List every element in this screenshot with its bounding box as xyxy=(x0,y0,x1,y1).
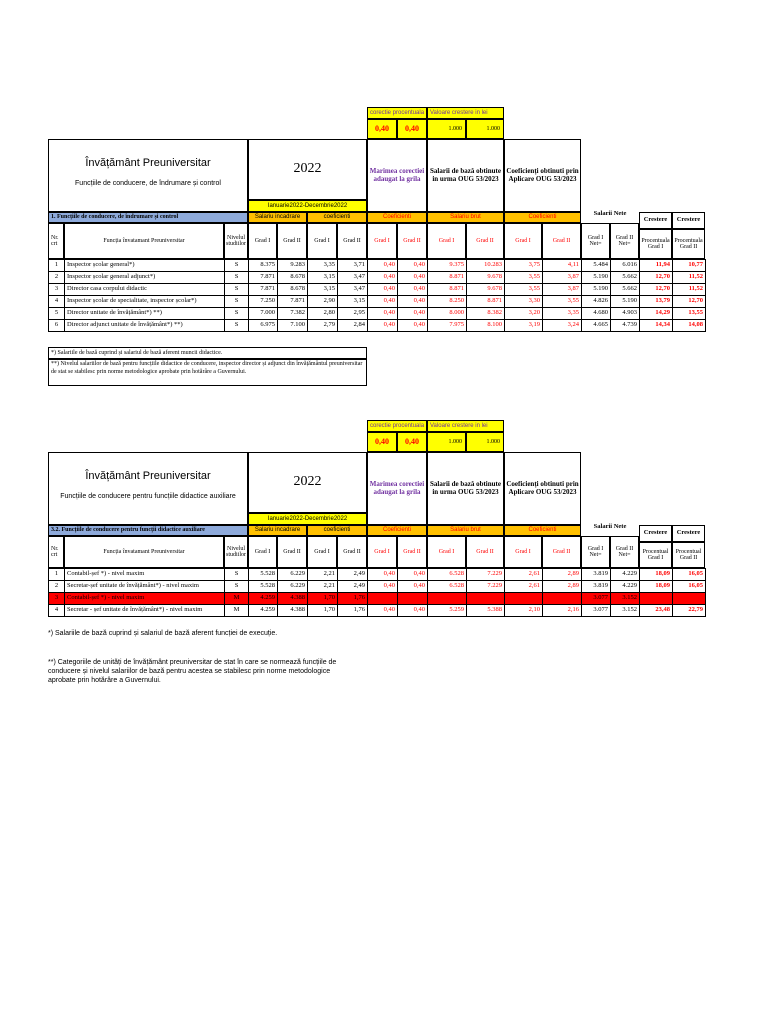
table-cell: 22,79 xyxy=(673,605,706,617)
table-cell: 3,15 xyxy=(308,284,338,296)
table-cell: 3.819 xyxy=(582,581,611,593)
table-cell: Contabil-șef *) - nivel maxim xyxy=(65,569,225,581)
table-cell: 6.975 xyxy=(249,320,278,332)
table-cell: 3,24 xyxy=(543,320,582,332)
table-cell: 7.975 xyxy=(428,320,467,332)
net-grad-ii-header: Grad II Net= xyxy=(610,536,639,568)
salariu-incadrare-header: Salariu incadrare xyxy=(248,525,307,536)
table-subtitle: Funcțiile de conducere, de îndrumare și control xyxy=(75,180,221,187)
table-cell: 14,08 xyxy=(673,320,706,332)
valoare-value-2: 1.000 xyxy=(466,119,504,139)
table-cell: 4,11 xyxy=(543,260,582,272)
table-cell: 18,09 xyxy=(640,581,673,593)
corectie-label: corectie procentuala xyxy=(367,107,427,119)
table-cell: 7.229 xyxy=(467,581,505,593)
table-cell: 2,95 xyxy=(338,308,368,320)
coeficienti-red-header: Coeficienti xyxy=(367,525,427,536)
table-cell: 4.388 xyxy=(278,605,308,617)
table-cell: 0,40 xyxy=(368,581,398,593)
nivelul-header: Nivelul studiilor xyxy=(224,223,248,259)
grad-ii-header: Grad II xyxy=(542,536,581,568)
coeficienti-header: coeficienti xyxy=(307,212,367,223)
table-cell: 5.388 xyxy=(467,605,505,617)
grad-i-header: Grad I xyxy=(427,536,466,568)
table-cell: 23,48 xyxy=(640,593,673,605)
net-grad-i-header: Grad I Net= xyxy=(581,536,610,568)
table-cell: 0,40 xyxy=(368,284,398,296)
table-cell: 6.016 xyxy=(611,260,640,272)
table-cell: 8.871 xyxy=(428,272,467,284)
table-cell: 3.819 xyxy=(582,569,611,581)
table-cell: 2,10 xyxy=(505,593,543,605)
salariu-incadrare-header: Salariu incadrare xyxy=(248,212,307,223)
table-cell: 7.100 xyxy=(278,320,308,332)
salarii-nete-header: Salarii Nete xyxy=(593,522,627,530)
functia-header: Funcția învatamant Preuniversitar xyxy=(64,223,224,259)
grad-ii-header: Grad II xyxy=(397,223,427,259)
table-cell: 13,79 xyxy=(640,296,673,308)
table-cell: 4 xyxy=(49,605,65,617)
table-cell: S xyxy=(225,272,249,284)
table-cell: 14,29 xyxy=(640,308,673,320)
grad-i-header: Grad I xyxy=(367,223,397,259)
table-cell: 3.152 xyxy=(611,605,640,617)
table-cell: 3,30 xyxy=(505,296,543,308)
table-cell: 2 xyxy=(49,581,65,593)
table-cell: 2,89 xyxy=(543,581,582,593)
table-cell: 2,16 xyxy=(543,605,582,617)
table-cell: 5.259 xyxy=(428,593,467,605)
table-cell: S xyxy=(225,308,249,320)
grad-i-header: Grad I xyxy=(427,223,466,259)
table-cell: S xyxy=(225,296,249,308)
table-cell: 3,35 xyxy=(543,308,582,320)
table-cell: 7.382 xyxy=(278,308,308,320)
table-cell: 0,40 xyxy=(398,272,428,284)
table-cell: 0,40 xyxy=(398,593,428,605)
table-cell: 7.000 xyxy=(249,308,278,320)
table-cell: 2,49 xyxy=(338,581,368,593)
table-cell: 2,90 xyxy=(308,296,338,308)
corectie-value-2: 0,40 xyxy=(397,432,427,452)
table-cell: 3,35 xyxy=(308,260,338,272)
table-cell: 3,47 xyxy=(338,284,368,296)
table-cell: 8.678 xyxy=(278,272,308,284)
section-title: 1. Funcțiile de conducere, de îndrumare și control xyxy=(48,212,248,223)
year-label: 2022 xyxy=(248,452,367,513)
table-cell: 3,55 xyxy=(505,272,543,284)
table-cell: 2,21 xyxy=(308,569,338,581)
salariu-brut-header: Salariu brut xyxy=(427,212,504,223)
table-title: Învățământ Preuniversitar xyxy=(85,157,211,169)
table-cell: 1 xyxy=(49,569,65,581)
table-cell: 0,40 xyxy=(368,569,398,581)
table-cell: 2,10 xyxy=(505,605,543,617)
table-cell: 16,05 xyxy=(673,569,706,581)
note-2: **) Categoriile de unități de învățământ preuniversitar de stat în care se normează funcțiile de conducere și nivelul salariilor de bază pentru acestea se stabilesc prin norme metodologice aprobate prin hotărâre a Guvernului. xyxy=(48,659,337,684)
table-cell: 8.250 xyxy=(428,296,467,308)
table-cell: 5.528 xyxy=(249,569,278,581)
table-cell: 4.259 xyxy=(249,605,278,617)
table-cell: Inspector școlar general*) xyxy=(65,260,225,272)
table-cell: 5.528 xyxy=(249,581,278,593)
pct-grad-i-header: Procentuala Grad I xyxy=(639,229,672,259)
table-cell: 6.229 xyxy=(278,569,308,581)
table-row xyxy=(49,308,706,320)
table-cell: 3.152 xyxy=(611,593,640,605)
table-cell: S xyxy=(225,569,249,581)
grad-i-header: Grad I xyxy=(307,223,337,259)
table-cell: 12,70 xyxy=(640,284,673,296)
table-cell: 12,70 xyxy=(640,272,673,284)
table-cell: 3 xyxy=(49,593,65,605)
table-cell: 7.250 xyxy=(249,296,278,308)
table-cell: Inspector școlar general adjunct*) xyxy=(65,272,225,284)
table-cell: 4.229 xyxy=(611,569,640,581)
corectie-value-1: 0,40 xyxy=(367,119,397,139)
table-cell: 11,94 xyxy=(640,260,673,272)
table-cell: 8.678 xyxy=(278,284,308,296)
table-cell: 0,40 xyxy=(398,260,428,272)
coeficienti-brut-header: Coeficienti xyxy=(504,212,581,223)
table-cell: 0,40 xyxy=(398,569,428,581)
table-cell: S xyxy=(225,260,249,272)
table-cell: 8.382 xyxy=(467,308,505,320)
table-cell: 8.871 xyxy=(428,284,467,296)
table-cell: 7.871 xyxy=(278,296,308,308)
table-cell: 2,89 xyxy=(543,569,582,581)
table-cell: 3,55 xyxy=(543,296,582,308)
table-row xyxy=(49,569,706,581)
grad-ii-header: Grad II xyxy=(397,536,427,568)
table-cell: S xyxy=(225,284,249,296)
table-cell: 0,40 xyxy=(368,320,398,332)
valoare-label: Valoare crestere in lei xyxy=(427,420,504,432)
table-cell: 10.283 xyxy=(467,260,505,272)
table-cell: 4.680 xyxy=(582,308,611,320)
table-cell: 8.375 xyxy=(249,260,278,272)
table-cell: 0,40 xyxy=(398,308,428,320)
note-1: *) Salariile de bază cuprind și salariul de bază aferent muncii didactice. xyxy=(48,347,367,359)
table-cell: 0,40 xyxy=(368,605,398,617)
table-cell: 5.662 xyxy=(611,272,640,284)
table-cell: 0,40 xyxy=(368,308,398,320)
table-cell: 9.678 xyxy=(467,284,505,296)
table-cell: 10,77 xyxy=(673,260,706,272)
table-cell: 3,47 xyxy=(338,272,368,284)
table-cell: 22,79 xyxy=(673,593,706,605)
table-cell: 3,55 xyxy=(505,284,543,296)
table-cell: 3.077 xyxy=(582,605,611,617)
table-cell: 8.100 xyxy=(467,320,505,332)
table-cell: 4.259 xyxy=(249,593,278,605)
grad-ii-header: Grad II xyxy=(466,536,504,568)
table-cell: 0,40 xyxy=(398,296,428,308)
table-cell: 9.678 xyxy=(467,272,505,284)
nivelul-header: Nivelul studiilor xyxy=(224,536,248,568)
table-cell: 8.871 xyxy=(467,296,505,308)
table-row xyxy=(49,581,706,593)
table-row xyxy=(49,272,706,284)
net-grad-i-header: Grad I Net= xyxy=(581,223,610,259)
marimea-corectiei-header: Marimea corectiei adaugat la grila xyxy=(367,452,427,525)
grad-i-header: Grad I xyxy=(504,536,542,568)
table-cell: 3.077 xyxy=(582,593,611,605)
data-table-2 xyxy=(48,568,706,617)
table-row xyxy=(49,260,706,272)
table-subtitle: Funcțiile de conducere pentru funcțiile didactice auxiliare xyxy=(60,493,236,500)
salarii-baza-header: Salarii de bază obtinute in urma OUG 53/2023 xyxy=(427,139,504,212)
table-cell: 2,84 xyxy=(338,320,368,332)
valoare-label: Valoare crestere in lei xyxy=(427,107,504,119)
table-cell: 5.259 xyxy=(428,605,467,617)
table-cell: 2,49 xyxy=(338,569,368,581)
table-cell: 2,80 xyxy=(308,308,338,320)
table-cell: 13,55 xyxy=(673,308,706,320)
table-cell: 5.190 xyxy=(611,296,640,308)
coeficienti-obtinuti-header: Coeficienți obtinuti prin Aplicare OUG 53/2023 xyxy=(504,452,581,525)
table-cell: Inspector școlar de specialitate, inspector școlar*) xyxy=(65,296,225,308)
note-2: **) Nivelul salariilor de bază pentru funcțiile didactice de conducere, inspector director și adjunct din învățământul preuniversitar de stat se stabilesc prin norme metodologice aprobate prin hotărâre a Guvernului. xyxy=(48,359,367,386)
crestere-header-1: Crestere xyxy=(639,525,672,542)
table-cell: 1,76 xyxy=(338,593,368,605)
period-label: Ianuarie2022-Decembrie2022 xyxy=(248,200,367,212)
table-cell: Secretar-șef unitate de învățământ*) - nivel maxim xyxy=(65,581,225,593)
valoare-value-1: 1.000 xyxy=(427,119,466,139)
grad-ii-header: Grad II xyxy=(542,223,581,259)
table-cell: 3,20 xyxy=(505,308,543,320)
table-cell: 18,09 xyxy=(640,569,673,581)
table-cell: 0,40 xyxy=(368,593,398,605)
crestere-header-1: Crestere xyxy=(639,212,672,229)
nr-crt-header: Nr. crt xyxy=(48,223,64,259)
table-cell: 4.739 xyxy=(611,320,640,332)
table-cell: 4.903 xyxy=(611,308,640,320)
table-cell: 11,52 xyxy=(673,284,706,296)
table-cell: 3,71 xyxy=(338,260,368,272)
table-cell: 3,15 xyxy=(338,296,368,308)
table-cell: 5 xyxy=(49,308,65,320)
table-cell: 3,87 xyxy=(543,284,582,296)
table-cell: 2 xyxy=(49,272,65,284)
grad-ii-header: Grad II xyxy=(466,223,504,259)
table-cell: 1,70 xyxy=(308,593,338,605)
table-cell: Contabil-șef *) - nivel maxim xyxy=(65,593,225,605)
table-cell: 11,52 xyxy=(673,272,706,284)
table-cell: 4.388 xyxy=(278,593,308,605)
table-cell: 23,48 xyxy=(640,605,673,617)
salariu-brut-header: Salariu brut xyxy=(427,525,504,536)
table-cell: 1,76 xyxy=(338,605,368,617)
corectie-value-2: 0,40 xyxy=(397,119,427,139)
net-grad-ii-header: Grad II Net= xyxy=(610,223,639,259)
table-cell: 2,21 xyxy=(308,581,338,593)
table-cell: 9.375 xyxy=(428,260,467,272)
nr-crt-header: Nr. crt xyxy=(48,536,64,568)
table-cell: 5.484 xyxy=(582,260,611,272)
valoare-value-1: 1.000 xyxy=(427,432,466,452)
grad-i-header: Grad I xyxy=(367,536,397,568)
table-cell: 0,40 xyxy=(368,260,398,272)
table-cell: 0,40 xyxy=(398,284,428,296)
table-cell: 0,40 xyxy=(398,605,428,617)
table-cell: 4.826 xyxy=(582,296,611,308)
table-cell: 2,61 xyxy=(505,569,543,581)
table-cell: 16,05 xyxy=(673,581,706,593)
table-cell: 6.528 xyxy=(428,569,467,581)
table-cell: 5.388 xyxy=(467,593,505,605)
table-cell: 2,16 xyxy=(543,593,582,605)
valoare-value-2: 1.000 xyxy=(466,432,504,452)
grad-i-header: Grad I xyxy=(248,536,277,568)
table-cell: 0,40 xyxy=(368,296,398,308)
table-cell: M xyxy=(225,593,249,605)
table-cell: 9.283 xyxy=(278,260,308,272)
table-cell: 6 xyxy=(49,320,65,332)
corectie-value-1: 0,40 xyxy=(367,432,397,452)
table-cell: 3 xyxy=(49,284,65,296)
table-cell: 4 xyxy=(49,296,65,308)
table-row xyxy=(49,284,706,296)
table-cell: 0,40 xyxy=(398,320,428,332)
table-cell: M xyxy=(225,605,249,617)
table-cell: Director unitate de învățământ*) **) xyxy=(65,308,225,320)
title-box xyxy=(48,139,248,212)
table-cell: 14,34 xyxy=(640,320,673,332)
table-cell: Director casa corpului didactic xyxy=(65,284,225,296)
table-cell: 6.528 xyxy=(428,581,467,593)
coeficienti-header: coeficienti xyxy=(307,525,367,536)
marimea-corectiei-header: Marimea corectiei adaugat la grila xyxy=(367,139,427,212)
grad-i-header: Grad I xyxy=(307,536,337,568)
table-cell: 5.662 xyxy=(611,284,640,296)
period-label: Ianuarie2022-Decembrie2022 xyxy=(248,513,367,525)
coeficienti-brut-header: Coeficienti xyxy=(504,525,581,536)
grad-ii-header: Grad II xyxy=(337,536,367,568)
grad-i-header: Grad I xyxy=(504,223,542,259)
table-cell: 8.000 xyxy=(428,308,467,320)
table-cell: 6.229 xyxy=(278,581,308,593)
grad-ii-header: Grad II xyxy=(277,223,307,259)
table-row xyxy=(49,320,706,332)
table-cell: 0,40 xyxy=(368,272,398,284)
table-cell: 7.871 xyxy=(249,272,278,284)
table-cell: S xyxy=(225,320,249,332)
functia-header: Funcția învatamant Preuniversitar xyxy=(64,536,224,568)
table-cell: Secretar - șef unitate de învățământ*) - nivel maxim xyxy=(65,605,225,617)
year-label: 2022 xyxy=(248,139,367,200)
section-title: 3.2. Funcțiile de conducere pentru funcții didactice auxiliare xyxy=(48,525,248,536)
coeficienti-red-header: Coeficienti xyxy=(367,212,427,223)
crestere-header-2: Crestere xyxy=(672,212,705,229)
corectie-label: corectie procentuala xyxy=(367,420,427,432)
title-box xyxy=(48,452,248,525)
table-cell: 2,61 xyxy=(505,581,543,593)
table-cell: 1 xyxy=(49,260,65,272)
table-row xyxy=(49,605,706,617)
table-cell: 0,40 xyxy=(398,581,428,593)
salarii-baza-header: Salarii de bază obtinute in urma OUG 53/2023 xyxy=(427,452,504,525)
data-table-1 xyxy=(48,259,706,332)
table-cell: S xyxy=(225,581,249,593)
table-cell: 3,87 xyxy=(543,272,582,284)
coeficienti-obtinuti-header: Coeficienți obtinuti prin Aplicare OUG 53/2023 xyxy=(504,139,581,212)
table-cell: 3,75 xyxy=(505,260,543,272)
table-cell: Director adjunct unitate de învățământ*) **) xyxy=(65,320,225,332)
table-cell: 5.190 xyxy=(582,272,611,284)
table-title: Învățământ Preuniversitar xyxy=(85,470,211,482)
note-1: *) Salariile de bază cuprind și salariul de bază aferent funcției de execuție. xyxy=(48,630,278,637)
table-cell: 4.229 xyxy=(611,581,640,593)
table-cell: 5.190 xyxy=(582,284,611,296)
table-cell: 7.871 xyxy=(249,284,278,296)
table-cell: 4.665 xyxy=(582,320,611,332)
table-cell: 2,79 xyxy=(308,320,338,332)
table-row xyxy=(49,593,706,605)
table-cell: 3,19 xyxy=(505,320,543,332)
table-cell: 1,70 xyxy=(308,605,338,617)
table-cell: 3,15 xyxy=(308,272,338,284)
table-row xyxy=(49,296,706,308)
pct-grad-i-header: Procentual Grad I xyxy=(639,542,672,568)
pct-grad-ii-header: Procentuala Grad II xyxy=(672,229,705,259)
grad-ii-header: Grad II xyxy=(277,536,307,568)
pct-grad-ii-header: Procentual Grad II xyxy=(672,542,705,568)
table-cell: 7.229 xyxy=(467,569,505,581)
crestere-header-2: Crestere xyxy=(672,525,705,542)
grad-ii-header: Grad II xyxy=(337,223,367,259)
salarii-nete-header: Salarii Nete xyxy=(593,209,627,217)
table-cell: 12,70 xyxy=(673,296,706,308)
grad-i-header: Grad I xyxy=(248,223,277,259)
